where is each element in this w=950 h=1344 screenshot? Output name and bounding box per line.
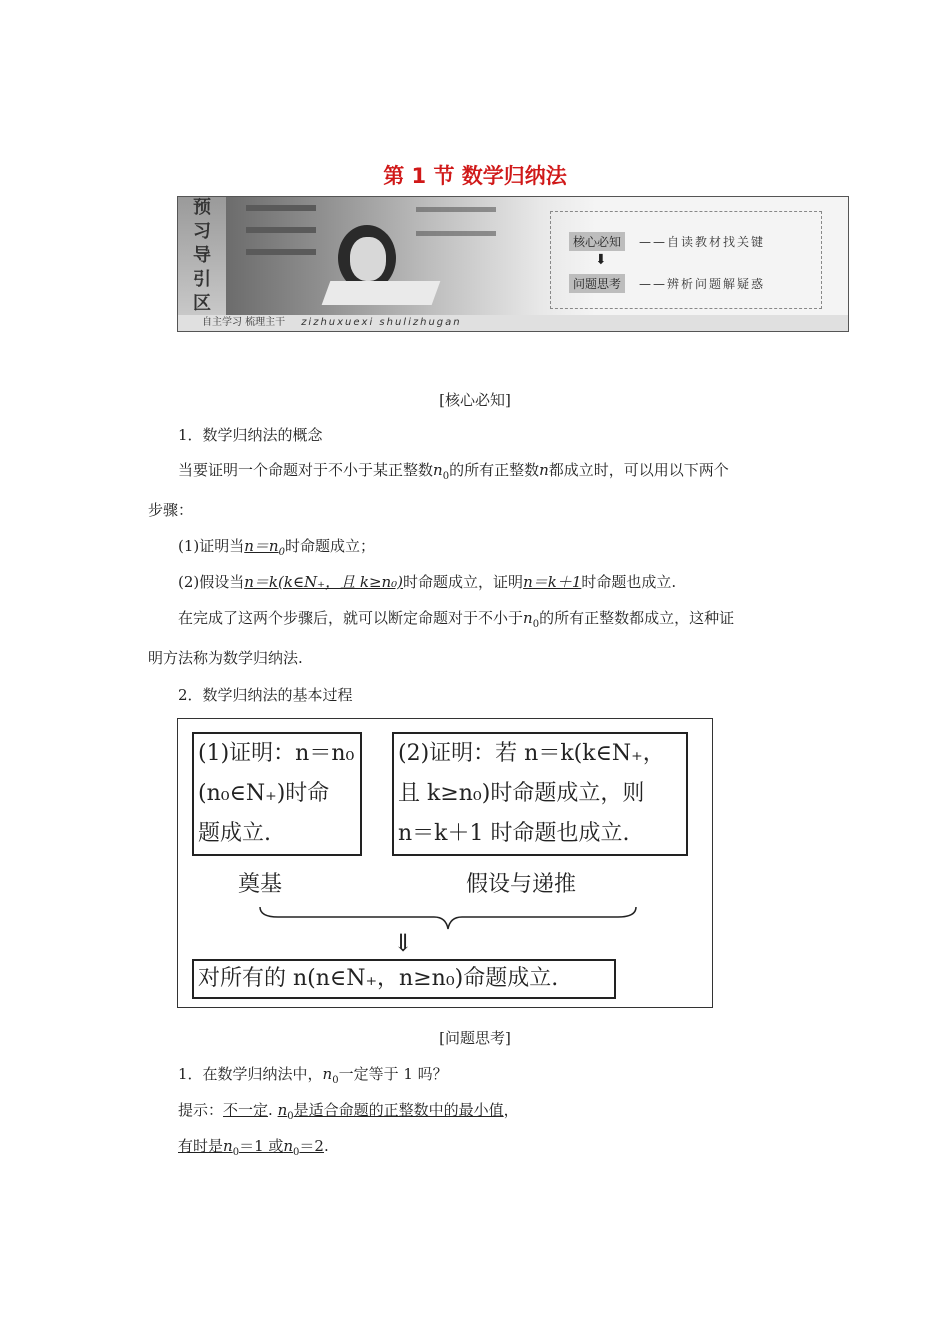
paragraph-conclusion-cont: 明方法称为数学归纳法. xyxy=(148,649,303,667)
preview-banner xyxy=(177,196,849,332)
heading-concept: 1．数学归纳法的概念 xyxy=(178,426,323,444)
double-arrow-down-icon: ⇓ xyxy=(393,929,414,957)
curly-brace xyxy=(258,905,638,931)
hint-1: 提示：不一定. $n_0$是适合命题的正整数中的最小值， xyxy=(178,1101,519,1122)
label-basis: 奠基 xyxy=(238,872,283,897)
hint-1-cont: 有时是$n_0=1$ 或$n_0=2$. xyxy=(178,1137,329,1158)
induction-flow-diagram xyxy=(177,718,713,1008)
paragraph-concept: 当要证明一个命题对于不小于某正整数$n_0$的所有正整数n都成立时，可以用以下两个 xyxy=(178,461,729,482)
paragraph-concept-cont: 步骤： xyxy=(148,501,194,519)
banner-guide-box xyxy=(550,211,822,309)
banner-footer: 自主学习 梳理主干 zizhuxuexi shulizhugan xyxy=(178,315,849,331)
question-1: 1．在数学归纳法中，$n_0$一定等于 1 吗？ xyxy=(178,1065,448,1086)
tag-question-desc: ——辨析问题解疑惑 xyxy=(639,277,766,291)
reading-photo xyxy=(226,197,596,315)
basis-box: (1)证明：n＝n₀ (n₀∈N₊)时命 题成立. xyxy=(192,732,362,856)
step-one: (1)证明当$n=n_0$时命题成立； xyxy=(178,537,375,558)
tag-core-desc: ——自读教材找关键 xyxy=(639,235,766,249)
tag-core: 核心必知 xyxy=(569,232,625,251)
heading-process: 2．数学归纳法的基本过程 xyxy=(178,686,353,704)
tag-question: 问题思考 xyxy=(569,274,625,293)
section-questions: [问题思考] xyxy=(439,1029,511,1047)
paragraph-conclusion: 在完成了这两个步骤后，就可以断定命题对于不小于$n_0$的所有正整数都成立，这种证 xyxy=(178,609,735,630)
result-box: 对所有的 n(n∈N₊，n≥n₀)命题成立. xyxy=(192,959,616,999)
page-title: 第 1 节 数学归纳法 xyxy=(383,164,567,188)
arrow-down-icon: ⬇ xyxy=(595,252,607,268)
section-core: [核心必知] xyxy=(439,391,511,409)
inductive-step-box: (2)证明：若 n＝k(k∈N₊， 且 k≥n₀)时命题成立，则 n＝k＋1 时命题也成立. xyxy=(392,732,688,856)
banner-side-label: 预 习 导 引 区 xyxy=(178,197,226,315)
step-two: (2)假设当n＝k(k∈N₊，且 k≥n₀)时命题成立，证明n＝k＋1时命题也成立. xyxy=(178,573,677,591)
label-induction: 假设与递推 xyxy=(466,872,577,897)
